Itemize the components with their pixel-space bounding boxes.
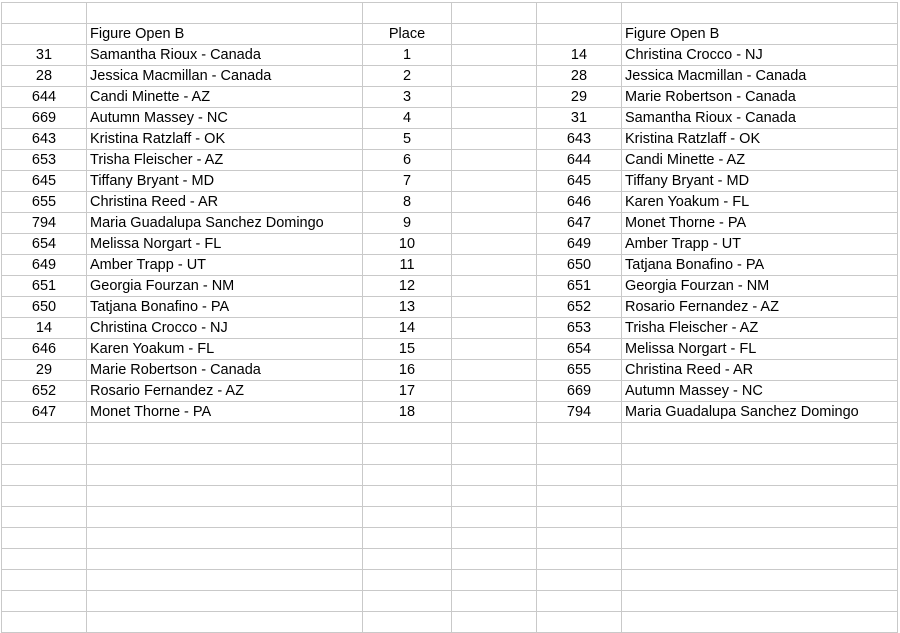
table-row xyxy=(2,339,898,360)
right-name-cell[interactable]: Marie Robertson - Canada xyxy=(622,87,898,108)
blank-row xyxy=(2,528,898,549)
right-number-cell[interactable]: 643 xyxy=(537,129,622,150)
right-number-cell[interactable]: 653 xyxy=(537,318,622,339)
header-row xyxy=(2,24,898,45)
right-name-cell[interactable]: Melissa Norgart - FL xyxy=(622,339,898,360)
cell[interactable] xyxy=(537,444,622,465)
blank-row xyxy=(2,465,898,486)
cell[interactable] xyxy=(452,528,537,549)
right-name-cell[interactable]: Jessica Macmillan - Canada xyxy=(622,66,898,87)
left-name-cell[interactable]: Maria Guadalupa Sanchez Domingo xyxy=(87,213,363,234)
cell[interactable] xyxy=(622,486,898,507)
place-cell[interactable]: 8 xyxy=(363,192,452,213)
place-cell[interactable]: 17 xyxy=(363,381,452,402)
table-row xyxy=(2,171,898,192)
place-cell[interactable]: 11 xyxy=(363,255,452,276)
cell[interactable] xyxy=(622,423,898,444)
cell[interactable] xyxy=(452,486,537,507)
cell[interactable] xyxy=(2,444,87,465)
right-number-cell[interactable]: 655 xyxy=(537,360,622,381)
right-number-cell[interactable]: 14 xyxy=(537,45,622,66)
right-number-cell[interactable]: 647 xyxy=(537,213,622,234)
table-row xyxy=(2,213,898,234)
cell[interactable] xyxy=(363,465,452,486)
cell[interactable] xyxy=(537,486,622,507)
left-number-cell[interactable]: 651 xyxy=(2,276,87,297)
left-number-cell[interactable]: 647 xyxy=(2,402,87,423)
place-cell[interactable]: 13 xyxy=(363,297,452,318)
right-name-cell[interactable]: Karen Yoakum - FL xyxy=(622,192,898,213)
cell[interactable] xyxy=(2,507,87,528)
cell[interactable] xyxy=(452,87,537,108)
place-cell[interactable]: 10 xyxy=(363,234,452,255)
cell[interactable] xyxy=(452,339,537,360)
right-number-cell[interactable]: 652 xyxy=(537,297,622,318)
cell[interactable] xyxy=(452,234,537,255)
right-name-cell[interactable]: Amber Trapp - UT xyxy=(622,234,898,255)
blank-row xyxy=(2,591,898,612)
left-number-cell[interactable]: 29 xyxy=(2,360,87,381)
cell[interactable] xyxy=(452,381,537,402)
blank-row xyxy=(2,570,898,591)
left-name-cell[interactable]: Autumn Massey - NC xyxy=(87,108,363,129)
place-cell[interactable]: 5 xyxy=(363,129,452,150)
left-name-cell[interactable]: Trisha Fleischer - AZ xyxy=(87,150,363,171)
cell[interactable] xyxy=(363,3,452,24)
left-number-cell[interactable]: 649 xyxy=(2,255,87,276)
cell[interactable] xyxy=(452,171,537,192)
place-cell[interactable]: 12 xyxy=(363,276,452,297)
cell[interactable] xyxy=(363,528,452,549)
left-number-cell[interactable]: 655 xyxy=(2,192,87,213)
cell[interactable] xyxy=(452,129,537,150)
cell[interactable] xyxy=(622,528,898,549)
cell[interactable] xyxy=(452,507,537,528)
place-cell[interactable]: 2 xyxy=(363,66,452,87)
cell[interactable] xyxy=(452,192,537,213)
right-number-cell[interactable]: 794 xyxy=(537,402,622,423)
cell[interactable] xyxy=(87,549,363,570)
cell[interactable] xyxy=(2,612,87,633)
cell[interactable] xyxy=(622,507,898,528)
cell[interactable] xyxy=(622,444,898,465)
left-number-cell[interactable]: 644 xyxy=(2,87,87,108)
cell[interactable] xyxy=(537,528,622,549)
table-row xyxy=(2,192,898,213)
blank-row xyxy=(2,486,898,507)
left-number-cell[interactable]: 669 xyxy=(2,108,87,129)
cell[interactable] xyxy=(2,486,87,507)
right-number-cell[interactable]: 649 xyxy=(537,234,622,255)
right-name-cell[interactable]: Tatjana Bonafino - PA xyxy=(622,255,898,276)
table-row xyxy=(2,150,898,171)
right-name-cell[interactable]: Rosario Fernandez - AZ xyxy=(622,297,898,318)
cell[interactable] xyxy=(622,3,898,24)
cell[interactable] xyxy=(452,444,537,465)
cell[interactable] xyxy=(622,570,898,591)
cell[interactable] xyxy=(2,570,87,591)
left-name-cell[interactable]: Christina Reed - AR xyxy=(87,192,363,213)
cell[interactable] xyxy=(537,3,622,24)
blank-row xyxy=(2,612,898,633)
right-number-cell[interactable]: 644 xyxy=(537,150,622,171)
right-number-cell[interactable]: 646 xyxy=(537,192,622,213)
cell[interactable] xyxy=(87,570,363,591)
place-cell[interactable]: 6 xyxy=(363,150,452,171)
cell[interactable] xyxy=(2,528,87,549)
cell[interactable] xyxy=(452,276,537,297)
cell[interactable] xyxy=(452,108,537,129)
right-number-cell[interactable]: 645 xyxy=(537,171,622,192)
cell[interactable] xyxy=(2,423,87,444)
left-name-cell[interactable]: Jessica Macmillan - Canada xyxy=(87,66,363,87)
left-name-cell[interactable]: Rosario Fernandez - AZ xyxy=(87,381,363,402)
left-name-cell[interactable]: Christina Crocco - NJ xyxy=(87,318,363,339)
place-cell[interactable]: 14 xyxy=(363,318,452,339)
left-number-cell[interactable]: 652 xyxy=(2,381,87,402)
cell[interactable] xyxy=(452,297,537,318)
cell[interactable] xyxy=(87,465,363,486)
left-name-cell[interactable]: Georgia Fourzan - NM xyxy=(87,276,363,297)
place-cell[interactable]: 15 xyxy=(363,339,452,360)
cell[interactable] xyxy=(87,507,363,528)
place-cell[interactable]: 4 xyxy=(363,108,452,129)
right-number-cell[interactable]: 29 xyxy=(537,87,622,108)
blank-row xyxy=(2,507,898,528)
cell[interactable] xyxy=(363,507,452,528)
right-number-cell[interactable]: 651 xyxy=(537,276,622,297)
table-row xyxy=(2,66,898,87)
left-number-cell[interactable]: 31 xyxy=(2,45,87,66)
cell[interactable] xyxy=(2,549,87,570)
cell[interactable] xyxy=(622,612,898,633)
cell[interactable] xyxy=(452,213,537,234)
left-name-cell[interactable]: Candi Minette - AZ xyxy=(87,87,363,108)
right-name-cell[interactable]: Autumn Massey - NC xyxy=(622,381,898,402)
place-cell[interactable]: 1 xyxy=(363,45,452,66)
cell[interactable] xyxy=(622,591,898,612)
cell[interactable] xyxy=(452,570,537,591)
left-name-cell[interactable]: Karen Yoakum - FL xyxy=(87,339,363,360)
left-name-cell[interactable]: Monet Thorne - PA xyxy=(87,402,363,423)
cell[interactable] xyxy=(452,318,537,339)
cell[interactable] xyxy=(87,444,363,465)
cell[interactable] xyxy=(2,591,87,612)
cell[interactable] xyxy=(452,423,537,444)
left-name-cell[interactable]: Amber Trapp - UT xyxy=(87,255,363,276)
cell[interactable] xyxy=(452,612,537,633)
cell[interactable] xyxy=(537,549,622,570)
right-number-cell[interactable]: 650 xyxy=(537,255,622,276)
table-row xyxy=(2,318,898,339)
cell[interactable] xyxy=(537,24,622,45)
left-number-cell[interactable]: 645 xyxy=(2,171,87,192)
cell[interactable] xyxy=(537,570,622,591)
table-row xyxy=(2,87,898,108)
cell[interactable] xyxy=(452,66,537,87)
place-cell[interactable]: 7 xyxy=(363,171,452,192)
table-row xyxy=(2,276,898,297)
left-name-cell[interactable]: Marie Robertson - Canada xyxy=(87,360,363,381)
cell[interactable] xyxy=(87,3,363,24)
left-title-cell[interactable]: Figure Open B xyxy=(87,24,363,45)
left-number-cell[interactable]: 646 xyxy=(2,339,87,360)
cell[interactable] xyxy=(87,423,363,444)
cell[interactable] xyxy=(2,3,87,24)
cell[interactable] xyxy=(452,255,537,276)
right-name-cell[interactable]: Georgia Fourzan - NM xyxy=(622,276,898,297)
cell[interactable] xyxy=(537,465,622,486)
cell[interactable] xyxy=(363,591,452,612)
cell[interactable] xyxy=(87,486,363,507)
left-number-cell[interactable]: 28 xyxy=(2,66,87,87)
left-name-cell[interactable]: Tiffany Bryant - MD xyxy=(87,171,363,192)
table-row xyxy=(2,108,898,129)
cell[interactable] xyxy=(452,360,537,381)
cell[interactable] xyxy=(452,402,537,423)
cell[interactable] xyxy=(452,45,537,66)
blank-row xyxy=(2,549,898,570)
cell[interactable] xyxy=(2,24,87,45)
left-number-cell[interactable]: 654 xyxy=(2,234,87,255)
left-number-cell[interactable]: 653 xyxy=(2,150,87,171)
right-name-cell[interactable]: Maria Guadalupa Sanchez Domingo xyxy=(622,402,898,423)
right-name-cell[interactable]: Tiffany Bryant - MD xyxy=(622,171,898,192)
table-row xyxy=(2,360,898,381)
table-row xyxy=(2,381,898,402)
right-name-cell[interactable]: Monet Thorne - PA xyxy=(622,213,898,234)
left-number-cell[interactable]: 794 xyxy=(2,213,87,234)
cell[interactable] xyxy=(363,549,452,570)
blank-row xyxy=(2,423,898,444)
sheet-body xyxy=(2,3,898,633)
cell[interactable] xyxy=(537,507,622,528)
cell[interactable] xyxy=(87,612,363,633)
cell[interactable] xyxy=(87,591,363,612)
spreadsheet-grid xyxy=(1,2,898,633)
place-cell[interactable]: 16 xyxy=(363,360,452,381)
right-name-cell[interactable]: Trisha Fleischer - AZ xyxy=(622,318,898,339)
table-row xyxy=(2,45,898,66)
left-name-cell[interactable]: Tatjana Bonafino - PA xyxy=(87,297,363,318)
place-cell[interactable]: 18 xyxy=(363,402,452,423)
right-name-cell[interactable]: Kristina Ratzlaff - OK xyxy=(622,129,898,150)
table-row xyxy=(2,297,898,318)
table-row xyxy=(2,129,898,150)
cell[interactable] xyxy=(363,423,452,444)
cell[interactable] xyxy=(87,528,363,549)
cell[interactable] xyxy=(452,549,537,570)
cell[interactable] xyxy=(363,612,452,633)
table-row xyxy=(2,255,898,276)
cell[interactable] xyxy=(363,444,452,465)
cell[interactable] xyxy=(363,486,452,507)
cell[interactable] xyxy=(452,591,537,612)
place-cell[interactable]: 3 xyxy=(363,87,452,108)
right-number-cell[interactable]: 669 xyxy=(537,381,622,402)
cell[interactable] xyxy=(537,591,622,612)
place-title-cell[interactable]: Place xyxy=(363,24,452,45)
left-number-cell[interactable]: 643 xyxy=(2,129,87,150)
cell[interactable] xyxy=(452,24,537,45)
left-name-cell[interactable]: Kristina Ratzlaff - OK xyxy=(87,129,363,150)
table-row xyxy=(2,234,898,255)
left-number-cell[interactable]: 650 xyxy=(2,297,87,318)
right-name-cell[interactable]: Candi Minette - AZ xyxy=(622,150,898,171)
cell[interactable] xyxy=(452,465,537,486)
left-name-cell[interactable]: Samantha Rioux - Canada xyxy=(87,45,363,66)
cell[interactable] xyxy=(537,423,622,444)
right-number-cell[interactable]: 31 xyxy=(537,108,622,129)
right-name-cell[interactable]: Christina Crocco - NJ xyxy=(622,45,898,66)
cell[interactable] xyxy=(452,3,537,24)
blank-row xyxy=(2,3,898,24)
cell[interactable] xyxy=(363,570,452,591)
cell[interactable] xyxy=(537,612,622,633)
cell[interactable] xyxy=(452,150,537,171)
blank-row xyxy=(2,444,898,465)
table-row xyxy=(2,402,898,423)
right-number-cell[interactable]: 654 xyxy=(537,339,622,360)
cell[interactable] xyxy=(2,465,87,486)
place-cell[interactable]: 9 xyxy=(363,213,452,234)
cell[interactable] xyxy=(622,465,898,486)
right-title-cell[interactable]: Figure Open B xyxy=(622,24,898,45)
right-name-cell[interactable]: Samantha Rioux - Canada xyxy=(622,108,898,129)
cell[interactable] xyxy=(622,549,898,570)
right-number-cell[interactable]: 28 xyxy=(537,66,622,87)
left-number-cell[interactable]: 14 xyxy=(2,318,87,339)
right-name-cell[interactable]: Christina Reed - AR xyxy=(622,360,898,381)
left-name-cell[interactable]: Melissa Norgart - FL xyxy=(87,234,363,255)
